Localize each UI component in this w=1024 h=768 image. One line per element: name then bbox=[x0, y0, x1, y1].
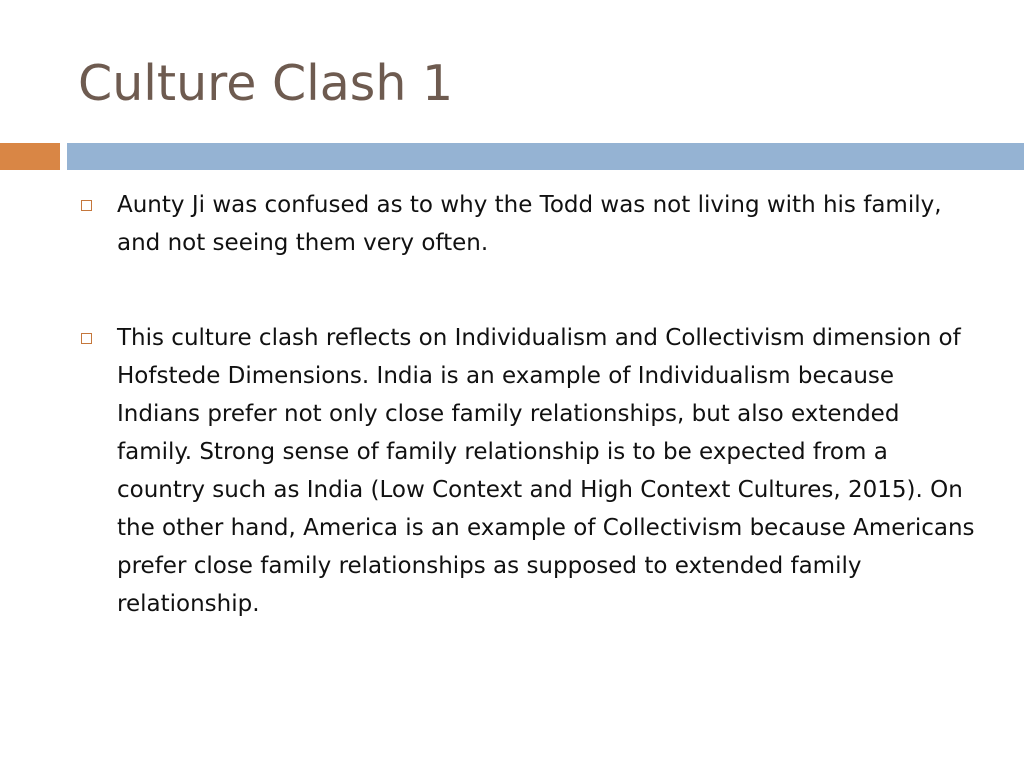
hollow-square-bullet-icon bbox=[81, 200, 92, 211]
bullet-text: This culture clash reflects on Individualism and Collectivism dimension of Hofstede Dimensions. India is an example of Individualism because Indians prefer not only close family relationships, but also extended family. Strong sense of family relationship is to be expected from a country such as India (Low Context and High Context Cultures, 2015). On the other hand, America is an example of Collectivism because Americans prefer close family relationships as supposed to extended family relationship. bbox=[117, 325, 975, 617]
accent-bar-blue bbox=[67, 143, 1024, 170]
bullet-text: Aunty Ji was confused as to why the Todd was not living with his family, and not seeing them very often. bbox=[117, 192, 942, 256]
bullet-item-2 bbox=[78, 319, 978, 623]
hollow-square-bullet-icon bbox=[81, 333, 92, 344]
bullet-list bbox=[78, 186, 978, 623]
slide-title: Culture Clash 1 bbox=[78, 55, 454, 112]
bullet-item-1 bbox=[78, 186, 978, 262]
accent-bar-orange bbox=[0, 143, 60, 170]
